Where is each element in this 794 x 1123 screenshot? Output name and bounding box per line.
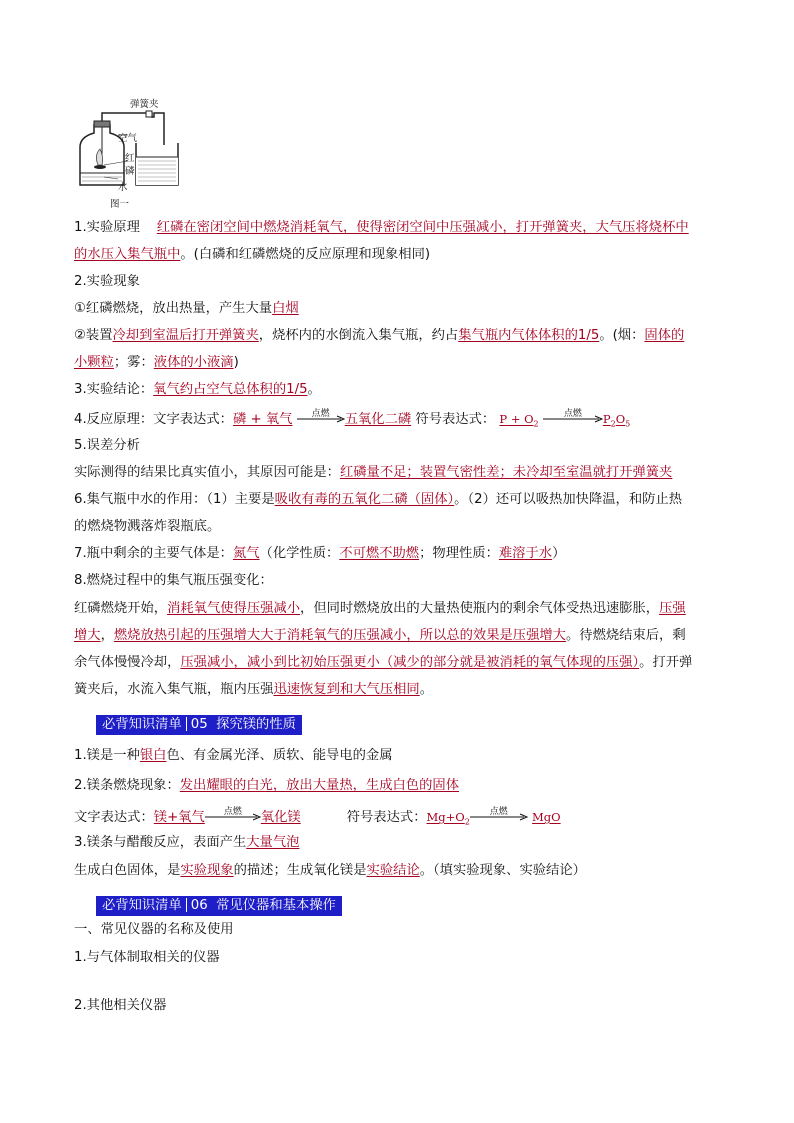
- blank: 氮气: [232, 546, 260, 561]
- section-header-06: 必背知识清单 06 常见仪器和基本操作: [96, 896, 342, 916]
- reaction-line: 4.反应原理：文字表达式：磷 + 氧气 点燃 五氧化二磷 符号表达式： $P + O_2$ 点燃 $P_2O_5$: [74, 409, 631, 429]
- blank: 红磷在密闭空间中燃烧消耗氧气，使得密闭空间中压强减小，打开弹簧夹，大气压将烧杯中: [156, 220, 689, 235]
- blank: 不可燃不助燃: [339, 546, 420, 561]
- blank: $P + O_2$: [499, 412, 539, 429]
- figure-label-air: 空气: [118, 133, 138, 144]
- blank: 磷 + 氧气: [232, 412, 293, 427]
- phenomenon-line-2: ②装置冷却到室温后打开弹簧夹，烧杯内的水倒流入集气瓶，约占集气瓶内气体体积的1/5。(烟：固体的: [74, 328, 685, 343]
- mg-symbol-arrow: 点燃: [470, 813, 528, 821]
- instrument-other-heading: 2.其他相关仪器: [74, 998, 167, 1013]
- instrument-heading: 一、常见仪器的名称及使用: [74, 922, 234, 937]
- blank: 氧气约占空气总体积的1/5: [153, 382, 308, 397]
- error-heading: 5.误差分析: [74, 438, 140, 453]
- blank: 大量气泡: [246, 835, 300, 850]
- error-line: 实际测得的结果比真实值小，其原因可能是：红磷量不足；装置气密性差；未冷却至室温就打开弹簧夹: [74, 465, 673, 480]
- blank: 冷却到室温后打开弹簧夹: [112, 328, 259, 343]
- blank: 集气瓶内气体体积的1/5: [458, 328, 600, 343]
- phenomenon-line-1: ①红磷燃烧，放出热量，产生大量白烟: [74, 301, 299, 316]
- blank: 吸收有毒的五氧化二磷（固体）: [274, 492, 455, 507]
- instrument-gas-heading: 1.与气体制取相关的仪器: [74, 950, 220, 965]
- blank: 银白: [139, 748, 167, 763]
- mg-equation-line: 文字表达式：镁+氧气 点燃 氧化镁 符号表达式：$Mg+O_2$ 点燃 MgO: [74, 807, 561, 827]
- pressure-line-2: 增大，燃烧放热引起的压强增大大于消耗氧气的压强减小，所以总的效果是压强增大。待燃烧结束后，剩: [74, 628, 686, 643]
- mg-burning-line: 2.镁条燃烧现象：发出耀眼的白光，放出大量热，生成白色的固体: [74, 778, 459, 793]
- symbol-arrow: 点燃: [543, 415, 603, 423]
- pressure-heading: 8.燃烧过程中的集气瓶压强变化：: [74, 573, 273, 588]
- mg-phenomenon-line: 生成白色固体，是实验现象的描述；生成氧化镁是实验结论。（填实验现象、实验结论）: [74, 863, 586, 878]
- water-role-line-1: 6.集气瓶中水的作用：（1）主要是吸收有毒的五氧化二磷（固体）。（2）还可以吸热加快降温，和防止热: [74, 492, 683, 507]
- blank: 的水压入集气瓶中: [74, 247, 181, 262]
- conclusion-line: 3.实验结论：氧气约占空气总体积的1/5。: [74, 382, 321, 397]
- mg-acid-line: 3.镁条与醋酸反应，表面产生大量气泡: [74, 835, 300, 850]
- blank: 燃烧放热引起的压强增大大于消耗氧气的压强减小，所以总的效果是压强增大: [113, 628, 566, 643]
- blank: 压强减小，减小到比初始压强更小（减少的部分就是被消耗的氧气体现的压强）: [180, 655, 640, 670]
- figure-label-red: 红: [125, 153, 135, 164]
- figure-caption: 图一: [110, 199, 130, 210]
- blank: 小颗粒: [74, 355, 114, 370]
- blank: 压强: [659, 601, 686, 616]
- pressure-line-1: 红磷燃烧开始，消耗氧气使得压强减小，但同时燃烧放出的大量热使瓶内的剩余气体受热迅速膨胀，压强: [74, 601, 686, 616]
- pressure-line-4: 簧夹后，水流入集气瓶，瓶内压强迅速恢复到和大气压相同。: [74, 682, 434, 697]
- blank: 增大: [74, 628, 101, 643]
- blank: 镁+氧气: [153, 810, 205, 825]
- blank: 氧化镁: [260, 810, 301, 825]
- blank: 实验现象: [180, 863, 234, 878]
- blank: 发出耀眼的白光，放出大量热，生成白色的固体: [179, 778, 459, 793]
- blank: $P_2O_5$: [602, 412, 631, 429]
- blank: 难溶于水: [498, 546, 553, 561]
- pressure-line-3: 余气体慢慢冷却，压强减小，减小到比初始压强更小（减少的部分就是被消耗的氧气体现的压强）。打开弹: [74, 655, 693, 670]
- phenomenon-line-3: 小颗粒；雾：液体的小液滴): [74, 355, 239, 370]
- blank: 固体的: [644, 328, 685, 343]
- water-role-line-2: 的燃烧物溅落炸裂瓶底。: [74, 519, 221, 534]
- figure-label-water: 水: [118, 182, 128, 193]
- section-header-05: 必背知识清单 05 探究镁的性质: [96, 715, 302, 735]
- blank: 消耗氧气使得压强减小: [167, 601, 301, 616]
- mg-word-arrow: 点燃: [205, 813, 261, 821]
- blank: 白烟: [272, 301, 299, 316]
- blank: 五氧化二磷: [344, 412, 412, 427]
- principle-line-2: 的水压入集气瓶中。(白磷和红磷燃烧的反应原理和现象相同): [74, 247, 431, 262]
- figure-label-clamp: 弹簧夹: [130, 99, 159, 110]
- remaining-gas-line: 7.瓶中剩余的主要气体是：氮气（化学性质：不可燃不助燃；物理性质：难溶于水）: [74, 546, 566, 561]
- blank: 液体的小液滴: [153, 355, 234, 370]
- blank: MgO: [532, 810, 561, 824]
- blank: 迅速恢复到和大气压相同: [273, 682, 420, 697]
- blank: $Mg+O_2$: [426, 810, 470, 827]
- principle-line-1: 1.实验原理 红磷在密闭空间中燃烧消耗氧气，使得密闭空间中压强减小，打开弹簧夹，大气压将烧杯中: [74, 220, 689, 235]
- phenomenon-heading: 2.实验现象: [74, 274, 140, 289]
- mg-property-line: 1.镁是一种银白色、有金属光泽、质软、能导电的金属: [74, 748, 393, 763]
- figure-label-phos: 磷: [125, 166, 135, 177]
- blank: 实验结论: [366, 863, 420, 878]
- reaction-arrow: 点燃: [297, 415, 345, 423]
- blank: 红磷量不足；装置气密性差；未冷却至室温就打开弹簧夹: [339, 465, 673, 480]
